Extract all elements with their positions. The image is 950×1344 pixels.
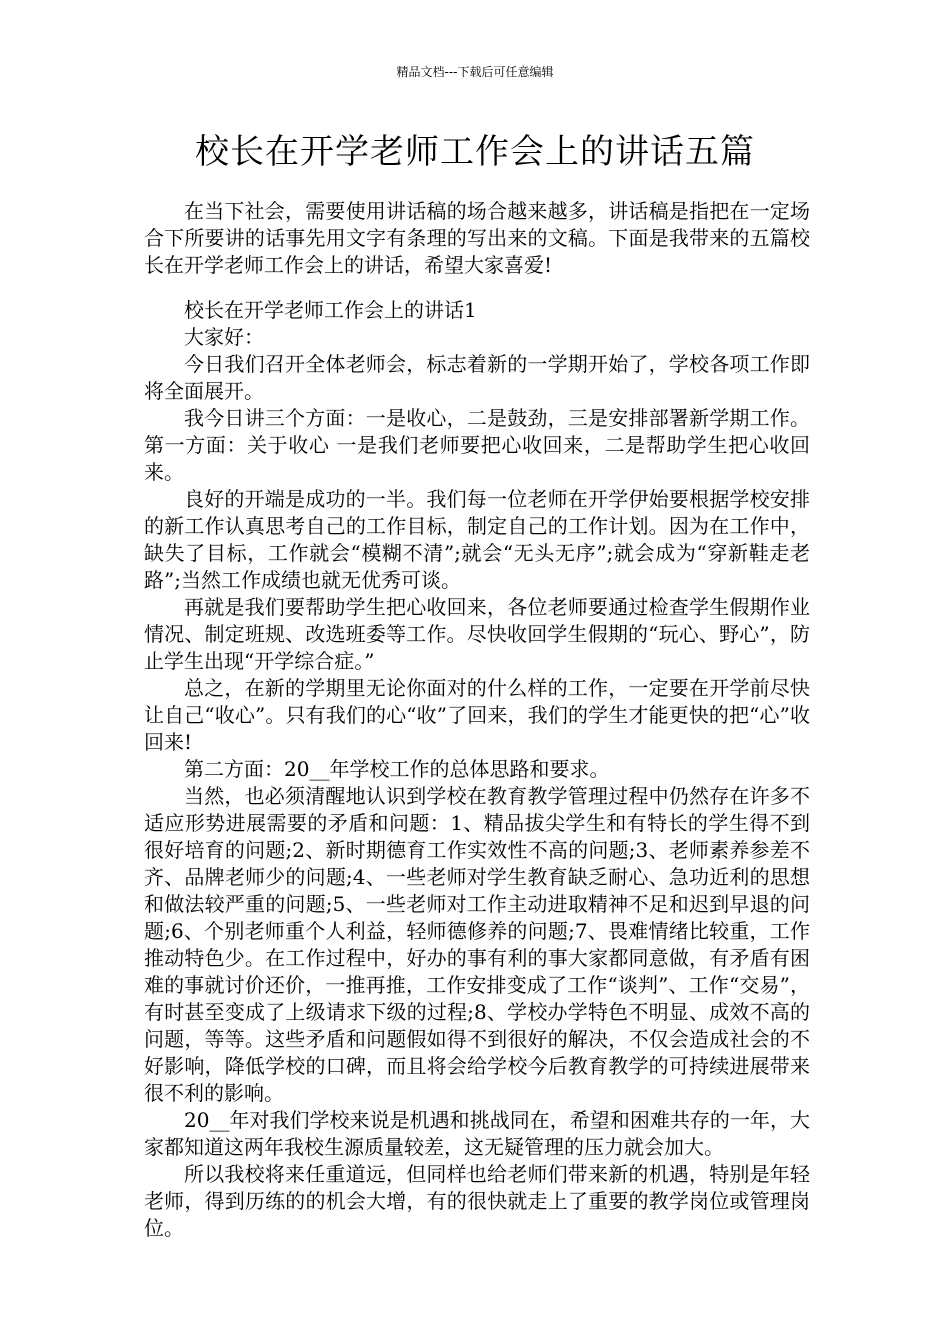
header-note: 精品文档---下载后可任意编辑 (396, 65, 554, 79)
intro-paragraph: 在当下社会，需要使用讲话稿的场合越来越多，讲话稿是指把在一定场合下所要讲的话事先用文字有条理的写出来的文稿。下面是我带来的五篇校长在开学老师工作会上的讲话，希望大家喜爱! (144, 199, 810, 277)
body-paragraph: 当然，也必须清醒地认识到学校在教育教学管理过程中仍然存在许多不适应形势进展需要的矛盾和问题：1、精品拔尖学生和有特长的学生得不到很好培育的问题;2、新时期德育工作实效性不高的问题;3、老师素养参差不齐、品牌老师少的问题;4、一些老师对学生教育缺乏耐心、急功近利的思想和做法较严重的问题;5、一些老师对工作主动进取精神不足和迟到早退的问题;6、个别老师重个人利益，轻师德修养的问题;7、畏难情绪比较重，工作推动特色少。在工作过程中，好办的事有利的事大家都同意做，有矛盾有困难的事就讨价还价，一推再推，工作安排变成了工作“谈判”、工作“交易”，有时甚至变成了上级请求下级的过程;8、学校办学特色不明显、成效不高的问题，等等。这些矛盾和问题假如得不到很好的解决，不仅会造成社会的不好影响，降低学校的口碑，而且将会给学校今后教育教学的可持续进展带来很不利的影响。 (144, 784, 810, 1105)
section-heading: 校长在开学老师工作会上的讲话1 (184, 298, 477, 322)
body-paragraph: 总之，在新的学期里无论你面对的什么样的工作，一定要在开学前尽快让自己“收心”。只有我们的心“收”了回来，我们的学生才能更快的把“心”收回来! (144, 676, 810, 754)
greeting: 大家好： (184, 325, 264, 349)
body-paragraph: 良好的开端是成功的一半。我们每一位老师在开学伊始要根据学校安排的新工作认真思考自己的工作目标，制定自己的工作计划。因为在工作中，缺失了目标，工作就会“模糊不清”;就会“无头无序”;就会成为“穿新鞋走老路”;当然工作成绩也就无优秀可谈。 (144, 487, 810, 592)
document-body (144, 198, 810, 1242)
document-title: 校长在开学老师工作会上的讲话五篇 (195, 132, 755, 172)
body-paragraph: 我今日讲三个方面：一是收心，二是鼓劲，三是安排部署新学期工作。 第一方面：关于收心 一是我们老师要把心收回来，二是帮助学生把心收回来。 (144, 406, 810, 484)
body-paragraph: 20__年对我们学校来说是机遇和挑战同在，希望和困难共存的一年，大家都知道这两年我校生源质量较差，这无疑管理的压力就会加大。 (144, 1108, 810, 1159)
body-paragraph: 所以我校将来任重道远，但同样也给老师们带来新的机遇，特别是年轻老师，得到历练的的机会大增，有的很快就走上了重要的教学岗位或管理岗位。 (144, 1162, 810, 1240)
body-paragraph: 再就是我们要帮助学生把心收回来，各位老师要通过检查学生假期作业情况、制定班规、改选班委等工作。尽快收回学生假期的“玩心、野心”，防止学生出现“开学综合症。” (144, 595, 810, 673)
body-paragraph: 第二方面：20__年学校工作的总体思路和要求。 (184, 757, 610, 781)
body-paragraph: 今日我们召开全体老师会，标志着新的一学期开始了，学校各项工作即将全面展开。 (144, 352, 810, 403)
